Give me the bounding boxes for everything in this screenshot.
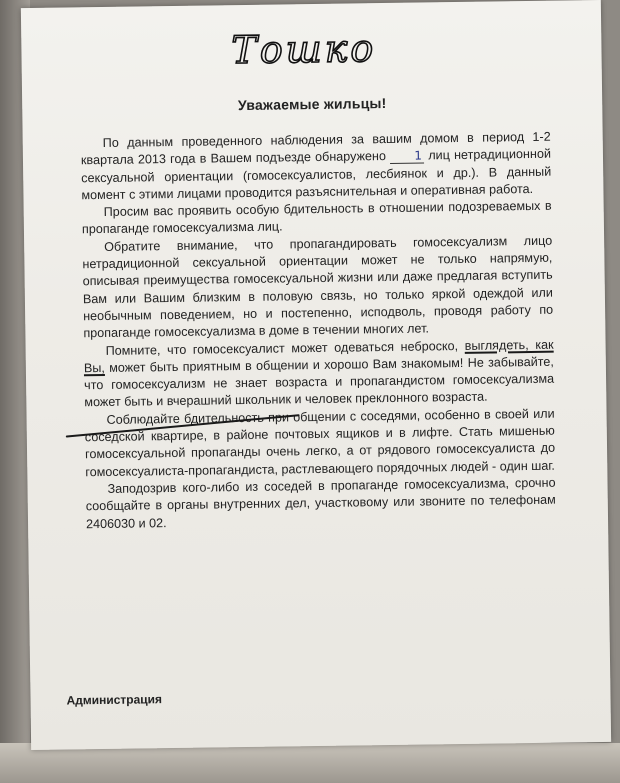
paper-notice	[21, 0, 611, 750]
paragraph-observation-start: По данным проведенного наблюдения за вашим домом в период 1-2 квартала 2013 года в Вашем подъезде обнаружено	[80, 129, 551, 168]
handwritten-note-text: Тошко	[231, 26, 377, 73]
handwritten-count-field: 1	[390, 150, 424, 164]
pen-underline-stroke	[62, 409, 302, 442]
notice-heading: Уважаемые жильцы!	[237, 94, 387, 114]
notice-body	[81, 129, 557, 533]
handwritten-note	[221, 22, 462, 75]
paragraph-observation-end: лиц нетрадиционной сексуальной ориентации (гомосексуалистов, лесбиянок и др.). В данный момент с этими лицами проводится разъяснительная и оперативная работа.	[81, 146, 552, 203]
underlined-phrase: выглядеть, как Вы,	[83, 337, 554, 376]
signature-administration: Администрация	[66, 692, 163, 708]
paragraph-observation	[81, 129, 552, 205]
paragraph-report: Заподозрив кого-либо из соседей в пропаганде гомосексуализма, срочно сообщайте в органы внутренних дел, участковому или звоните по телефонам 2406030 и 02.	[85, 475, 556, 531]
paragraph-vigilance-request: Просим вас проявить особую бдительность в отношении подозреваемых в пропаганде гомосексуализма лиц.	[81, 198, 552, 237]
paragraph-caution: Соблюдайте бдительность при общении с соседями, особенно в своей или соседской квартире, в районе почтовых ящиков и в лифте. Стать мишенью гомосексуальной пропаганды очень легко, а от рядового гомосексуалиста до гомосексуалиста-пропагандиста, растлевающего порядочных людей - один шаг.	[84, 406, 556, 479]
paragraph-remember-end: может быть приятным в общении и хорошо Вам знакомым! Не забывайте, что гомосексуализм не знает возраста и пропагандистом гомосексуализма может быть и вчерашний школьник и человек преклонного возраста.	[84, 354, 555, 410]
paragraph-remember	[84, 336, 555, 412]
paragraph-remember-start: Помните, что гомосексуалист может одеваться неброско,	[105, 338, 465, 358]
paragraph-attention: Обратите внимание, что пропагандировать гомосексуализм лицо нетрадиционной сексуальной ориентации может не только напрямую, описывая преимущества гомосексуальной жизни или даже предлагая вступить Вам или Вашим близким в половую связь, но только яркой одеждой или необычным поведением, но и постепенно, исподволь, проводя работу по пропаганде гомосексуализма в доме в течении многих лет.	[82, 233, 554, 341]
